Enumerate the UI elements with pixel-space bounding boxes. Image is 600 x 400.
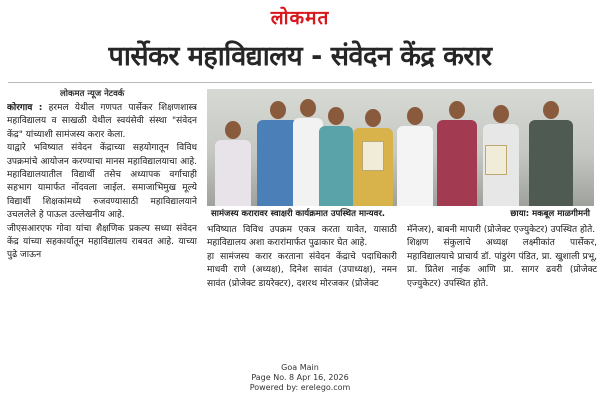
edition-label: Goa Main [281, 363, 319, 372]
dateline: कोरगाव : [7, 103, 43, 113]
paragraph-3: जीएसआरएफ गोवा यांचा शैक्षणिक प्रकल्प सध्या संवेदन केंद्र यांच्या सहकार्यातून महाविद्यालय राबवत आहे. याच्या पुढे जाऊन [7, 223, 197, 261]
paragraph-4: भविष्यात विविध उपक्रम एकत्र करता यावेत, यासाठी महाविद्यालय अशा करारांमार्फत पुढाकार घेत आहे. [207, 225, 397, 249]
photo-person [319, 107, 353, 206]
article-column-2 [207, 224, 397, 344]
article-column-3 [407, 224, 597, 344]
paragraph-7: शिक्षण संकुलाचे अध्यक्ष लक्ष्मीकांत पार्सेकर, महाविद्यालयाचे प्राचार्य डॉ. पांडुरंग पंडित, प्रा. खुशाली प्रभू, प्रा. प्रितेश नाईक आणि प्रा. सागर ढवरी (प्रोजेक्ट एज्युकेटर) उपस्थित होते. [407, 238, 597, 289]
paragraph-1-text: हरमल येथील गणपत पार्सेकर शिक्षणशास्त्र महाविद्यालय व साखळी येथील स्वयंसेवी संस्था "संवेदन केंद्र" यांच्याशी सामंजस्य करार केला. [7, 103, 197, 140]
photo-person [437, 101, 477, 206]
certificate-frame [362, 141, 384, 171]
paragraph-6: मॅनेजर), बाबनी मापारी (प्रोजेक्ट एज्युकेटर) उपस्थित होते. [407, 225, 596, 235]
page-date-label: Page No. 8 Apr 16, 2026 [251, 373, 349, 382]
photo-person [529, 101, 573, 206]
masthead-logo: लोकमत [270, 7, 330, 29]
paragraph-1 [7, 102, 197, 142]
divider [8, 82, 592, 83]
photo-credit: छाया: मकबूल माळगीमनी [510, 209, 590, 219]
photo-person [397, 107, 433, 206]
powered-by-label: Powered by: erelego.com [249, 383, 351, 392]
photo-person [215, 121, 251, 206]
photo-caption: सामंजस्य करारावर स्वाक्षरी कार्यक्रमात उपस्थित मान्यवर. [211, 209, 386, 219]
article-column-1 [7, 102, 197, 352]
photo-caption-bar [207, 206, 594, 220]
page-footer [0, 363, 600, 393]
news-photo [207, 89, 594, 206]
byline: लोकमत न्यूज नेटवर्क [60, 89, 125, 99]
paragraph-2: याद्वारे भविष्यात संवेदन केंद्राच्या सहयोगातून विविध उपक्रमांचे आयोजन करण्याचा मानस महाविद्यालयाचा आहे. महाविद्यालयातील विद्यार्थी तसेच अध्यापक वर्गाचाही सहभाग यामार्फत नोंदवला जाईल. समाजाभिमुख मूल्ये विद्यार्थी शिक्षकांमध्ये रुजवण्यासाठी महाविद्यालयाने उचललेले हे पाऊल उल्लेखनीय आहे. [7, 143, 197, 221]
paragraph-5: हा सामंजस्य करार करताना संवेदन केंद्राचे पदाधिकारी माधवी राणे (अध्यक्ष), दिनेश सावंत (उपाध्यक्ष), नमन सावंत (प्रोजेक्ट डायरेक्टर), दशरथ मोरजकर (प्रोजेक्ट [207, 251, 397, 289]
article-headline: पार्सेकर महाविद्यालय - संवेदन केंद्र करार [108, 41, 492, 72]
certificate-frame [485, 145, 507, 175]
